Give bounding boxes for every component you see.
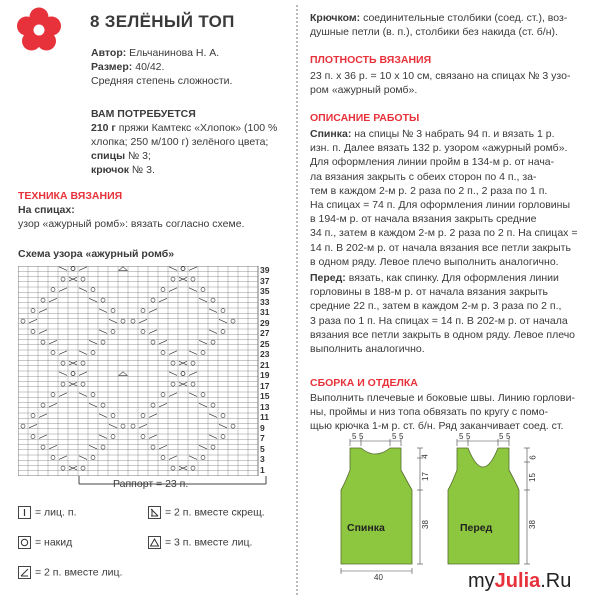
materials-line-1: 210 г пряжи Камтекс «Хлопок» (100 %: [91, 122, 278, 134]
dim-top-front-2: 5: [466, 432, 471, 441]
density-heading: ПЛОТНОСТЬ ВЯЗАНИЯ: [310, 54, 432, 66]
row-number: 33: [260, 296, 270, 307]
back-piece: [341, 448, 412, 564]
text-line: тем в каждом 2-м р. 2 раза по 2 п., 2 раза по 1 п.: [310, 184, 548, 197]
dim-top-back-1: 5: [352, 432, 357, 441]
legend-yarn-over: = накид: [18, 536, 72, 549]
text-line: ла вязания закрыть с обеих сторон по 4 п., за-: [310, 170, 537, 183]
knitting-chart: [18, 266, 280, 476]
text-line: Выполнить плечевые и боковые швы. Линию горлови-: [310, 392, 575, 404]
row-number: 37: [260, 275, 270, 286]
dim-width-back: 40: [374, 573, 383, 582]
row-number: 9: [260, 422, 265, 433]
crochet-line-2: душные петли (в. п.), столбики без накида (ст. б/н).: [310, 26, 558, 38]
watermark-logo: myJulia.Ru: [468, 570, 572, 592]
row-number: 7: [260, 433, 265, 443]
dim-top-front-1: 5: [459, 432, 464, 441]
dim-side-back-1: 4: [420, 454, 430, 459]
column-divider: [296, 5, 300, 595]
page-title: 8 ЗЕЛЁНЫЙ ТОП: [90, 12, 235, 31]
crochet-line-1: Крючком: соединительные столбики (соед. ст.), воз-: [310, 12, 568, 24]
text-line: 34 п., затем в каждом 2-м р. 2 раза по 2 п. На спицах =: [310, 227, 578, 240]
row-number: 17: [260, 380, 270, 391]
row-number: 23: [260, 349, 270, 359]
materials-line-4: крючок № 3.: [91, 164, 155, 176]
row-number: 13: [260, 401, 270, 412]
row-number: 15: [260, 391, 270, 401]
row-number: 39: [260, 265, 270, 275]
dim-top-back-3: 5: [392, 432, 397, 441]
dim-top-back-2: 5: [359, 432, 364, 441]
legend-k2tog: = 2 п. вместе лиц.: [18, 566, 122, 579]
size-line: Размер: 40/42.: [91, 61, 165, 73]
dim-side-back-2: 17: [420, 472, 430, 481]
text-line: изн. п. Далее вязать 132 р. узором «ажурный ромб».: [310, 142, 568, 155]
dim-side-front-1: 6: [528, 455, 538, 460]
row-number: 3: [260, 454, 265, 464]
technique-heading: ТЕХНИКА ВЯЗАНИЯ: [18, 190, 123, 202]
technique-subheading: На спицах:: [18, 204, 75, 216]
legend-k2tog-crossed: = 2 п. вместе скрещ.: [148, 506, 265, 519]
text-line: горловины в 188-м р. от начала вязания закрыть: [310, 286, 548, 299]
text-line: 14 п. В 202-м р. от начала вязания все петли закрыть: [310, 241, 571, 254]
description-heading: ОПИСАНИЕ РАБОТЫ: [310, 112, 420, 124]
text-line: вязания все петли закрыть в одном ряду. Левое плечо: [310, 328, 576, 341]
back-label: Спинка: [347, 522, 385, 534]
text-line: в одном ряду. Левое плечо выполнить аналогично.: [310, 255, 559, 268]
assembly-heading: СБОРКА И ОТДЕЛКА: [310, 377, 418, 389]
legend-knit: = лиц. п.: [18, 506, 77, 519]
dim-top-front-4: 5: [506, 432, 511, 441]
text-line: щью крючка 1-м р. ст. б/н. Ряд заканчивает соед. ст.: [310, 420, 564, 433]
k2tog-icon: [18, 566, 31, 579]
row-number: 29: [260, 317, 270, 328]
dim-top-front-3: 5: [499, 432, 504, 441]
row-numbers: [258, 266, 282, 476]
row-number: 5: [260, 443, 265, 454]
text-line: На спицах = 74 п. Для оформления линии горловины: [310, 199, 571, 211]
materials-heading: ВАМ ПОТРЕБУЕТСЯ: [91, 108, 196, 120]
text-line: в 194-м р. от начала вязания закрыть средние: [310, 213, 537, 226]
k2tog-crossed-icon: [148, 506, 161, 519]
density-line-1: 23 п. х 36 р. = 10 х 10 см, связано на спицах № 3 узо-: [310, 70, 571, 82]
row-number: 27: [260, 328, 270, 338]
materials-line-3: спицы № 3;: [91, 150, 151, 162]
text-line: Перед: вязать, как спинку. Для оформления линии: [310, 272, 559, 284]
row-number: 11: [260, 412, 269, 422]
row-number: 31: [260, 307, 270, 317]
dim-height-front: 38: [527, 520, 537, 529]
dim-height-back: 38: [420, 520, 430, 529]
scheme-heading: Схема узора «ажурный ромб»: [18, 248, 175, 260]
row-number: 21: [260, 359, 270, 370]
text-line: 3 раза по 1 п. На спицах = 14 п. В 202-м р. от начала: [310, 314, 568, 327]
difficulty-line: Средняя степень сложности.: [91, 75, 233, 87]
materials-line-2: хлопка; 250 м/100 г) зелёного цвета;: [91, 136, 269, 148]
dim-top-back-4: 5: [399, 432, 404, 441]
knit-icon: [18, 506, 31, 519]
flower-logo-icon: [16, 7, 62, 53]
dim-side-front-2: 15: [527, 473, 537, 482]
author-line: Автор: Ельчанинова Н. А.: [91, 47, 220, 59]
front-label: Перед: [460, 522, 493, 534]
repeat-label: Раппорт = 23 п.: [113, 478, 189, 490]
text-line: выполнить аналогично.: [310, 343, 425, 355]
text-line: ны, проймы и низ топа обвязать по кругу с помо-: [310, 406, 549, 419]
garment-patterns: [328, 438, 543, 583]
k3tog-icon: [148, 536, 161, 549]
front-piece: [448, 448, 519, 564]
row-number: 35: [260, 286, 270, 296]
yarn-over-icon: [18, 536, 31, 549]
legend-k3tog: = 3 п. вместе лиц.: [148, 536, 252, 549]
text-line: Для оформления линии пройм в 134-м р. от нача-: [310, 156, 555, 169]
row-number: 1: [260, 464, 265, 475]
density-line-2: ром «ажурный ромб».: [310, 84, 418, 96]
text-line: средние 22 п., затем в каждом 2-м р. 3 раза по 2 п.,: [310, 300, 562, 313]
text-line: Спинка: на спицы № 3 набрать 94 п. и вязать 1 р.: [310, 128, 555, 140]
technique-text: узор «ажурный ромб»: вязать согласно схеме.: [18, 218, 245, 230]
row-number: 25: [260, 338, 270, 349]
row-number: 19: [260, 370, 270, 380]
